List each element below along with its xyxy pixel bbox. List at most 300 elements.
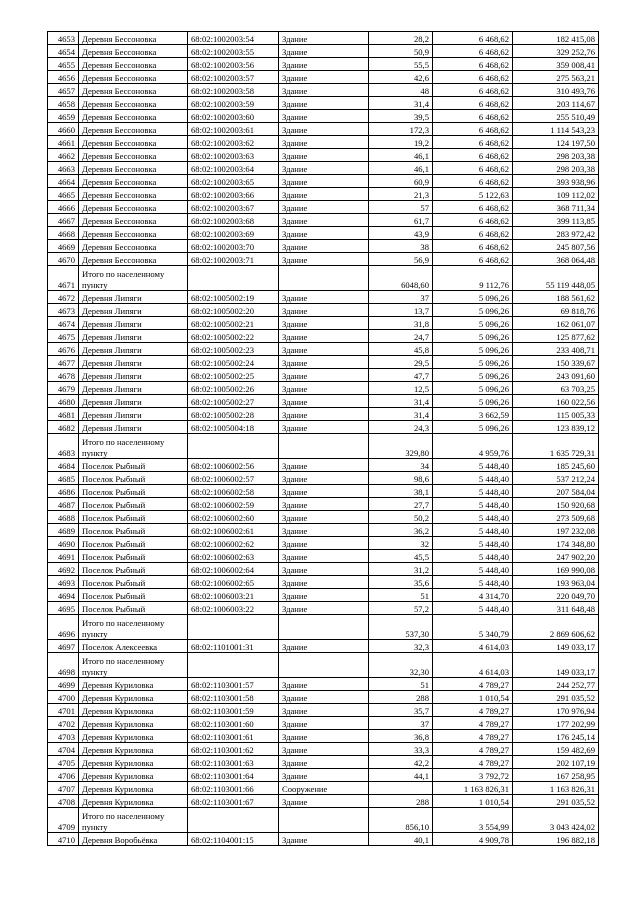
settlement-name: Деревня Липяги xyxy=(79,304,188,317)
row-number: 4702 xyxy=(48,717,79,730)
unit-price: 6 468,62 xyxy=(433,58,513,71)
unit-price: 5 448,40 xyxy=(433,472,513,485)
cadastral-value: 150 339,67 xyxy=(513,356,599,369)
settlement-name: Деревня Липяги xyxy=(79,356,188,369)
cadastral-number: 68:02:1005002:21 xyxy=(188,317,279,330)
cadastral-number: 68:02:1006003:22 xyxy=(188,602,279,615)
object-type: Здание xyxy=(279,795,369,808)
table-row xyxy=(48,317,599,330)
unit-price: 4 789,27 xyxy=(433,756,513,769)
cadastral-value: 298 203,38 xyxy=(513,162,599,175)
object-type: Здание xyxy=(279,253,369,266)
area-value: 40,1 xyxy=(369,833,433,846)
area-value: 48 xyxy=(369,84,433,97)
object-type: Здание xyxy=(279,175,369,188)
settlement-name: Деревня Бессоновка xyxy=(79,58,188,71)
area-value: 43,9 xyxy=(369,227,433,240)
unit-price: 5 448,40 xyxy=(433,550,513,563)
settlement-name: Итого по населенному пункту xyxy=(79,615,188,640)
cadastral-number: 68:02:1005002:27 xyxy=(188,395,279,408)
area-value: 24,3 xyxy=(369,421,433,434)
area-value: 57,2 xyxy=(369,602,433,615)
table-row xyxy=(48,769,599,782)
settlement-name: Деревня Куриловка xyxy=(79,730,188,743)
cadastral-value: 188 561,62 xyxy=(513,291,599,304)
unit-price: 6 468,62 xyxy=(433,240,513,253)
area-value: 24,7 xyxy=(369,330,433,343)
cadastral-value: 537 212,24 xyxy=(513,472,599,485)
settlement-name: Деревня Бессоновка xyxy=(79,97,188,110)
settlement-name: Поселок Рыбный xyxy=(79,589,188,602)
object-type: Здание xyxy=(279,833,369,846)
object-type xyxy=(279,434,369,459)
table-row xyxy=(48,32,599,45)
object-type: Здание xyxy=(279,369,369,382)
area-value: 42,6 xyxy=(369,71,433,84)
cadastral-number: 68:02:1103001:63 xyxy=(188,756,279,769)
cadastral-value: 63 703,25 xyxy=(513,382,599,395)
cadastral-value: 207 584,04 xyxy=(513,485,599,498)
table-row xyxy=(48,730,599,743)
cadastral-value: 311 648,48 xyxy=(513,602,599,615)
object-type xyxy=(279,615,369,640)
cadastral-value: 185 245,60 xyxy=(513,459,599,472)
cadastral-number: 68:02:1002003:54 xyxy=(188,32,279,45)
row-number: 4663 xyxy=(48,162,79,175)
cadastral-number: 68:02:1103001:62 xyxy=(188,743,279,756)
row-number: 4692 xyxy=(48,563,79,576)
unit-price: 6 468,62 xyxy=(433,214,513,227)
area-value: 31,8 xyxy=(369,317,433,330)
object-type: Здание xyxy=(279,188,369,201)
settlement-name: Деревня Куриловка xyxy=(79,678,188,691)
settlement-name: Деревня Воробьёвка xyxy=(79,833,188,846)
area-value: 98,6 xyxy=(369,472,433,485)
row-number: 4706 xyxy=(48,769,79,782)
row-number: 4653 xyxy=(48,32,79,45)
cadastral-value: 291 035,52 xyxy=(513,795,599,808)
area-value: 31,4 xyxy=(369,395,433,408)
table-row xyxy=(48,175,599,188)
cadastral-value: 399 113,85 xyxy=(513,214,599,227)
area-value: 29,5 xyxy=(369,356,433,369)
settlement-name: Деревня Бессоновка xyxy=(79,32,188,45)
cadastral-number: 68:02:1103001:66 xyxy=(188,782,279,795)
subtotal-row xyxy=(48,266,599,291)
cadastral-value: 368 064,48 xyxy=(513,253,599,266)
cadastral-number: 68:02:1002003:64 xyxy=(188,162,279,175)
unit-price: 5 448,40 xyxy=(433,576,513,589)
cadastral-number xyxy=(188,434,279,459)
table-row xyxy=(48,537,599,550)
object-type: Здание xyxy=(279,730,369,743)
settlement-name: Деревня Липяги xyxy=(79,317,188,330)
settlement-name: Деревня Бессоновка xyxy=(79,110,188,123)
unit-price: 6 468,62 xyxy=(433,97,513,110)
area-value: 31,2 xyxy=(369,563,433,576)
unit-price: 5 096,26 xyxy=(433,330,513,343)
cadastral-number: 68:02:1101001:31 xyxy=(188,640,279,653)
object-type: Здание xyxy=(279,769,369,782)
object-type: Здание xyxy=(279,58,369,71)
settlement-name: Деревня Куриловка xyxy=(79,756,188,769)
row-number: 4693 xyxy=(48,576,79,589)
cadastral-number: 68:02:1103001:64 xyxy=(188,769,279,782)
settlement-name: Деревня Липяги xyxy=(79,330,188,343)
cadastral-number: 68:02:1002003:69 xyxy=(188,227,279,240)
object-type: Здание xyxy=(279,640,369,653)
object-type: Здание xyxy=(279,304,369,317)
cadastral-value: 2 869 606,62 xyxy=(513,615,599,640)
table-row xyxy=(48,743,599,756)
row-number: 4680 xyxy=(48,395,79,408)
settlement-name: Деревня Липяги xyxy=(79,291,188,304)
row-number: 4676 xyxy=(48,343,79,356)
row-number: 4677 xyxy=(48,356,79,369)
table-row xyxy=(48,253,599,266)
unit-price: 5 448,40 xyxy=(433,459,513,472)
row-number: 4689 xyxy=(48,524,79,537)
settlement-name: Деревня Бессоновка xyxy=(79,149,188,162)
unit-price: 6 468,62 xyxy=(433,123,513,136)
object-type: Здание xyxy=(279,32,369,45)
cadastral-value: 310 493,76 xyxy=(513,84,599,97)
settlement-name: Деревня Бессоновка xyxy=(79,162,188,175)
table-row xyxy=(48,356,599,369)
row-number: 4666 xyxy=(48,201,79,214)
object-type: Здание xyxy=(279,472,369,485)
cadastral-number xyxy=(188,266,279,291)
unit-price: 5 096,26 xyxy=(433,304,513,317)
cadastral-number: 68:02:1002003:55 xyxy=(188,45,279,58)
area-value: 33,3 xyxy=(369,743,433,756)
table-row xyxy=(48,511,599,524)
row-number: 4700 xyxy=(48,691,79,704)
object-type: Здание xyxy=(279,395,369,408)
unit-price: 5 448,40 xyxy=(433,485,513,498)
object-type: Здание xyxy=(279,511,369,524)
subtotal-row xyxy=(48,808,599,833)
unit-price: 5 448,40 xyxy=(433,563,513,576)
cadastral-value: 176 245,14 xyxy=(513,730,599,743)
settlement-name: Деревня Бессоновка xyxy=(79,71,188,84)
unit-price: 4 789,27 xyxy=(433,743,513,756)
object-type xyxy=(279,808,369,833)
cadastral-value: 182 415,08 xyxy=(513,32,599,45)
unit-price: 6 468,62 xyxy=(433,110,513,123)
cadastral-value: 1 163 826,31 xyxy=(513,782,599,795)
unit-price: 1 163 826,31 xyxy=(433,782,513,795)
cadastral-value: 159 482,69 xyxy=(513,743,599,756)
cadastral-value: 69 818,76 xyxy=(513,304,599,317)
row-number: 4675 xyxy=(48,330,79,343)
settlement-name: Поселок Рыбный xyxy=(79,602,188,615)
cadastral-number: 68:02:1005002:28 xyxy=(188,408,279,421)
table-row xyxy=(48,704,599,717)
cadastral-value: 275 563,21 xyxy=(513,71,599,84)
object-type: Здание xyxy=(279,201,369,214)
settlement-name: Деревня Липяги xyxy=(79,369,188,382)
area-value: 51 xyxy=(369,589,433,602)
object-type: Здание xyxy=(279,678,369,691)
row-number: 4667 xyxy=(48,214,79,227)
unit-price: 3 792,72 xyxy=(433,769,513,782)
area-value: 34 xyxy=(369,459,433,472)
object-type: Здание xyxy=(279,602,369,615)
settlement-name: Деревня Липяги xyxy=(79,382,188,395)
table-row xyxy=(48,472,599,485)
settlement-name: Деревня Куриловка xyxy=(79,795,188,808)
settlement-name: Деревня Бессоновка xyxy=(79,240,188,253)
cadastral-value: 203 114,67 xyxy=(513,97,599,110)
settlement-name: Поселок Рыбный xyxy=(79,524,188,537)
cadastral-value: 1 114 543,23 xyxy=(513,123,599,136)
area-value: 288 xyxy=(369,691,433,704)
unit-price: 5 096,26 xyxy=(433,317,513,330)
object-type: Здание xyxy=(279,343,369,356)
unit-price: 4 789,27 xyxy=(433,717,513,730)
table-row xyxy=(48,717,599,730)
object-type: Здание xyxy=(279,291,369,304)
row-number: 4704 xyxy=(48,743,79,756)
unit-price: 6 468,62 xyxy=(433,32,513,45)
unit-price: 5 096,26 xyxy=(433,369,513,382)
row-number: 4662 xyxy=(48,149,79,162)
cadastral-value: 245 807,56 xyxy=(513,240,599,253)
settlement-name: Деревня Бессоновка xyxy=(79,175,188,188)
object-type: Здание xyxy=(279,356,369,369)
settlement-name: Деревня Липяги xyxy=(79,395,188,408)
settlement-name: Поселок Рыбный xyxy=(79,498,188,511)
row-number: 4658 xyxy=(48,97,79,110)
settlement-name: Деревня Куриловка xyxy=(79,782,188,795)
object-type: Здание xyxy=(279,537,369,550)
cadastral-number xyxy=(188,808,279,833)
cadastral-value: 202 107,19 xyxy=(513,756,599,769)
object-type: Здание xyxy=(279,317,369,330)
row-number: 4681 xyxy=(48,408,79,421)
cadastral-number: 68:02:1006002:62 xyxy=(188,537,279,550)
area-value: 50,2 xyxy=(369,511,433,524)
row-number: 4707 xyxy=(48,782,79,795)
settlement-name: Деревня Куриловка xyxy=(79,691,188,704)
row-number: 4679 xyxy=(48,382,79,395)
cadastral-value: 124 197,50 xyxy=(513,136,599,149)
object-type: Здание xyxy=(279,563,369,576)
cadastral-number: 68:02:1006002:57 xyxy=(188,472,279,485)
row-number: 4665 xyxy=(48,188,79,201)
subtotal-row xyxy=(48,653,599,678)
cadastral-number: 68:02:1005002:26 xyxy=(188,382,279,395)
row-number: 4698 xyxy=(48,653,79,678)
table-row xyxy=(48,214,599,227)
row-number: 4685 xyxy=(48,472,79,485)
cadastral-number: 68:02:1103001:67 xyxy=(188,795,279,808)
row-number: 4668 xyxy=(48,227,79,240)
object-type: Здание xyxy=(279,589,369,602)
cadastral-value: 162 061,07 xyxy=(513,317,599,330)
cadastral-number: 68:02:1002003:61 xyxy=(188,123,279,136)
subtotal-row xyxy=(48,434,599,459)
row-number: 4710 xyxy=(48,833,79,846)
row-number: 4696 xyxy=(48,615,79,640)
area-value: 56,9 xyxy=(369,253,433,266)
table-row xyxy=(48,602,599,615)
cadastral-value: 150 920,68 xyxy=(513,498,599,511)
settlement-name: Деревня Куриловка xyxy=(79,717,188,730)
area-value: 61,7 xyxy=(369,214,433,227)
object-type: Здание xyxy=(279,485,369,498)
table-row xyxy=(48,833,599,846)
table-row xyxy=(48,136,599,149)
settlement-name: Поселок Рыбный xyxy=(79,459,188,472)
settlement-name: Деревня Бессоновка xyxy=(79,123,188,136)
unit-price: 4 789,27 xyxy=(433,704,513,717)
unit-price: 5 096,26 xyxy=(433,421,513,434)
cadastral-number: 68:02:1005004:18 xyxy=(188,421,279,434)
row-number: 4694 xyxy=(48,589,79,602)
table-row xyxy=(48,71,599,84)
area-value: 537,30 xyxy=(369,615,433,640)
row-number: 4687 xyxy=(48,498,79,511)
unit-price: 3 554,99 xyxy=(433,808,513,833)
unit-price: 1 010,54 xyxy=(433,795,513,808)
object-type: Здание xyxy=(279,576,369,589)
object-type: Здание xyxy=(279,136,369,149)
cadastral-number: 68:02:1006002:63 xyxy=(188,550,279,563)
area-value: 37 xyxy=(369,717,433,730)
unit-price: 6 468,62 xyxy=(433,84,513,97)
cadastral-number: 68:02:1006002:56 xyxy=(188,459,279,472)
cadastral-value: 125 877,62 xyxy=(513,330,599,343)
area-value: 57 xyxy=(369,201,433,214)
cadastral-number: 68:02:1002003:58 xyxy=(188,84,279,97)
row-number: 4695 xyxy=(48,602,79,615)
settlement-name: Деревня Бессоновка xyxy=(79,227,188,240)
cadastral-value: 169 990,08 xyxy=(513,563,599,576)
row-number: 4659 xyxy=(48,110,79,123)
object-type: Здание xyxy=(279,691,369,704)
settlement-name: Поселок Алексеевка xyxy=(79,640,188,653)
row-number: 4670 xyxy=(48,253,79,266)
settlement-name: Деревня Куриловка xyxy=(79,769,188,782)
unit-price: 6 468,62 xyxy=(433,227,513,240)
cadastral-value: 244 252,77 xyxy=(513,678,599,691)
table-row xyxy=(48,304,599,317)
settlement-name: Поселок Рыбный xyxy=(79,485,188,498)
row-number: 4690 xyxy=(48,537,79,550)
unit-price: 3 662,59 xyxy=(433,408,513,421)
table-row xyxy=(48,395,599,408)
row-number: 4669 xyxy=(48,240,79,253)
area-value: 50,9 xyxy=(369,45,433,58)
cadastral-value: 197 232,08 xyxy=(513,524,599,537)
row-number: 4664 xyxy=(48,175,79,188)
cadastral-value: 123 839,12 xyxy=(513,421,599,434)
row-number: 4705 xyxy=(48,756,79,769)
object-type: Здание xyxy=(279,704,369,717)
object-type: Сооружение xyxy=(279,782,369,795)
object-type xyxy=(279,653,369,678)
cadastral-value: 329 252,76 xyxy=(513,45,599,58)
unit-price: 5 096,26 xyxy=(433,356,513,369)
area-value: 38,1 xyxy=(369,485,433,498)
cadastral-number: 68:02:1002003:66 xyxy=(188,188,279,201)
row-number: 4708 xyxy=(48,795,79,808)
settlement-name: Деревня Липяги xyxy=(79,343,188,356)
table-row xyxy=(48,678,599,691)
area-value: 32 xyxy=(369,537,433,550)
cadastral-number: 68:02:1005002:19 xyxy=(188,291,279,304)
cadastral-number: 68:02:1005002:22 xyxy=(188,330,279,343)
settlement-name: Деревня Бессоновка xyxy=(79,84,188,97)
settlement-name: Деревня Бессоновка xyxy=(79,45,188,58)
cadastral-number xyxy=(188,615,279,640)
unit-price: 4 789,27 xyxy=(433,730,513,743)
unit-price: 5 448,40 xyxy=(433,537,513,550)
cadastral-number: 68:02:1005002:23 xyxy=(188,343,279,356)
area-value: 47,7 xyxy=(369,369,433,382)
table-row xyxy=(48,291,599,304)
row-number: 4656 xyxy=(48,71,79,84)
cadastral-number: 68:02:1103001:61 xyxy=(188,730,279,743)
row-number: 4657 xyxy=(48,84,79,97)
unit-price: 6 468,62 xyxy=(433,253,513,266)
table-row xyxy=(48,550,599,563)
unit-price: 6 468,62 xyxy=(433,162,513,175)
table-row xyxy=(48,589,599,602)
area-value: 44,1 xyxy=(369,769,433,782)
area-value: 12,5 xyxy=(369,382,433,395)
unit-price: 4 789,27 xyxy=(433,678,513,691)
settlement-name: Деревня Куриловка xyxy=(79,743,188,756)
object-type: Здание xyxy=(279,45,369,58)
cadastral-number: 68:02:1002003:59 xyxy=(188,97,279,110)
object-type: Здание xyxy=(279,97,369,110)
settlement-name: Итого по населенному пункту xyxy=(79,653,188,678)
cadastral-number: 68:02:1006002:61 xyxy=(188,524,279,537)
cadastral-number: 68:02:1005002:24 xyxy=(188,356,279,369)
row-number: 4691 xyxy=(48,550,79,563)
table-row xyxy=(48,188,599,201)
table-row xyxy=(48,149,599,162)
settlement-name: Поселок Рыбный xyxy=(79,511,188,524)
cadastral-number: 68:02:1103001:59 xyxy=(188,704,279,717)
area-value: 45,5 xyxy=(369,550,433,563)
object-type: Здание xyxy=(279,459,369,472)
subtotal-row xyxy=(48,615,599,640)
unit-price: 6 468,62 xyxy=(433,149,513,162)
property-table xyxy=(47,31,599,846)
area-value: 60,9 xyxy=(369,175,433,188)
settlement-name: Итого по населенному пункту xyxy=(79,434,188,459)
row-number: 4661 xyxy=(48,136,79,149)
row-number: 4678 xyxy=(48,369,79,382)
unit-price: 5 096,26 xyxy=(433,395,513,408)
area-value: 19,2 xyxy=(369,136,433,149)
area-value: 35,6 xyxy=(369,576,433,589)
settlement-name: Поселок Рыбный xyxy=(79,472,188,485)
area-value: 31,4 xyxy=(369,408,433,421)
unit-price: 5 096,26 xyxy=(433,382,513,395)
table-row xyxy=(48,524,599,537)
cadastral-value: 298 203,38 xyxy=(513,149,599,162)
row-number: 4660 xyxy=(48,123,79,136)
table-row xyxy=(48,369,599,382)
cadastral-number: 68:02:1006003:21 xyxy=(188,589,279,602)
row-number: 4703 xyxy=(48,730,79,743)
object-type: Здание xyxy=(279,149,369,162)
